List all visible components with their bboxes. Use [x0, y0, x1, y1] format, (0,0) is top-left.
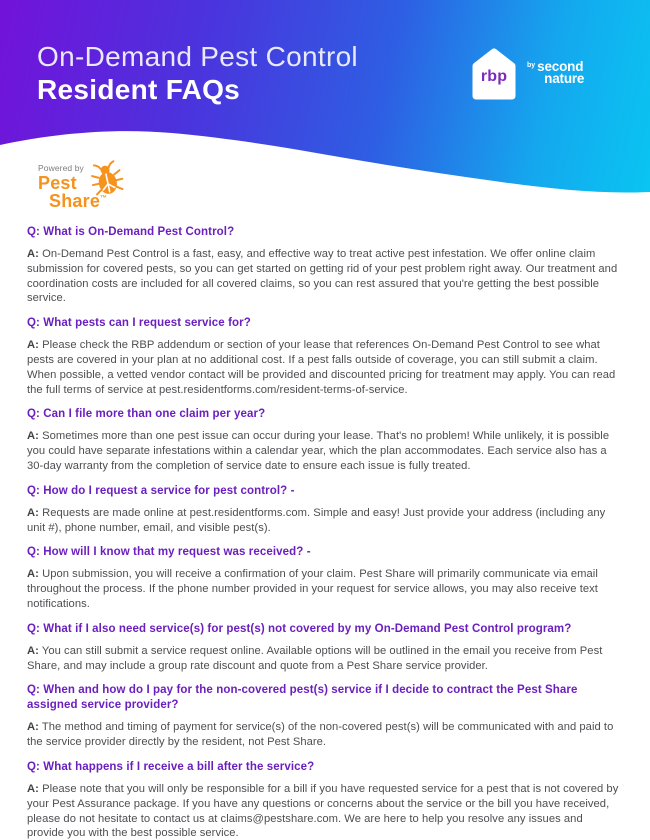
faq-question: Q: When and how do I pay for the non-covered pest(s) service if I decide to contract the Pest Share assigned service provider?: [27, 684, 578, 712]
faq-question: Q: What is On-Demand Pest Control?: [27, 226, 235, 238]
second-nature-line2: nature: [544, 70, 585, 86]
answer-text: The method and timing of payment for service(s) of the non-covered pest(s) will be communicated with and paid to the service provider directly by the resident, not Pest Share.: [27, 721, 614, 749]
header-titles: [37, 40, 358, 106]
by-label: by: [527, 62, 536, 69]
second-nature-line1: second: [537, 59, 584, 74]
faq-question: Q: How will I know that my request was received? -: [27, 546, 311, 559]
faq-item: [27, 484, 621, 536]
answer-label: A:: [27, 721, 39, 734]
faq-answer: [27, 506, 621, 536]
faq-answer: [27, 782, 621, 840]
answer-text: You can still submit a service request online. Available options will be outlined in the email you receive from Pest Share, and may include a group rate discount and quote from a Pest Share service provider.: [27, 644, 603, 672]
rbp-badge-label: rbp: [480, 68, 508, 85]
faq-question: Q: What pests can I request service for?: [27, 317, 251, 330]
trademark-symbol: ™: [100, 195, 108, 202]
faq-item: [27, 683, 621, 750]
page-title: On-Demand Pest Control: [37, 41, 358, 72]
answer-label: A:: [27, 782, 39, 795]
answer-text: Sometimes more than one pest issue can occur during your lease. That's no problem! While unlikely, it is possible you could have separate infestations within a calendar year, which the plan accommodates. Each service also has a 30-day warranty from the completion of service date to ensure each issue is fully treated.: [27, 430, 610, 472]
faq-question: Q: How do I request a service for pest control? -: [27, 484, 295, 497]
faq-item: [27, 545, 621, 611]
pest-share-word1: Pest: [38, 173, 77, 193]
rbp-second-nature-logo: [471, 47, 584, 103]
faq-answer: [27, 567, 621, 611]
answer-label: A:: [27, 430, 39, 443]
faq-question: Q: Can I file more than one claim per year?: [27, 408, 266, 421]
faq-answer: [27, 720, 621, 750]
faq-item: [27, 225, 621, 306]
pest-share-word2-text: Share: [49, 191, 101, 211]
answer-label: A:: [27, 644, 39, 657]
answer-label: A:: [27, 568, 39, 581]
answer-label: A:: [27, 506, 39, 519]
answer-label: A:: [27, 248, 39, 260]
faq-item: [27, 622, 621, 674]
answer-text: On-Demand Pest Control is a fast, easy, and effective way to treat active pest infestation. We offer online claim submission for covered pests, so you can get started on getting rid of your pest problem right away. Our treatment and coordination costs are included for all covered claims, so you can rest assured that you're getting the best possible service.: [27, 248, 618, 305]
second-nature-wordmark: [527, 61, 584, 84]
faq-answer: [27, 644, 621, 674]
pest-share-logo: [38, 163, 138, 209]
beetle-icon: [87, 158, 128, 200]
answer-text: Upon submission, you will receive a confirmation of your claim. Pest Share will primarily communicate via email throughout the process. If the phone number provided in your request for service allows, you may also receive text notifications.: [27, 568, 598, 610]
faq-item: [27, 407, 621, 473]
powered-by-label: Powered by: [38, 163, 84, 173]
faq-question: Q: What if I also need service(s) for pest(s) not covered by my On-Demand Pest Control program?: [27, 622, 572, 635]
faq-answer: [27, 247, 621, 306]
faq-answer: [27, 338, 621, 397]
faq-item: [27, 760, 621, 840]
second-nature-lines: [537, 61, 584, 84]
answer-text: Requests are made online at pest.residentforms.com. Simple and easy! Just provide your address (including any unit #), phone number, email, and visible pest(s).: [27, 506, 606, 534]
faq-list: [27, 225, 621, 840]
answer-label: A:: [27, 339, 39, 352]
answer-text: Please note that you will only be responsible for a bill if you have requested service for a pest that is not covered by your Pest Assurance package. If you have any questions or concerns about the service or the bill you have received, please do not hesitate to contact us at claims@pestshare.com. We are here to help you resolve any issues and provide you with the best possible service.: [27, 782, 619, 840]
faq-question: Q: What happens if I receive a bill after the service?: [27, 760, 315, 773]
answer-text: Please check the RBP addendum or section of your lease that references On-Demand Pest Control to see what pests are covered in your plan at no additional cost. If a pest falls outside of coverage, you can still submit a claim. When possible, a vetted vendor contact will be provided and discounted pricing for treatment may apply. You can read the full terms of service at pest.residentforms.com/resident-terms-of-service.: [27, 339, 616, 396]
rbp-badge: [471, 47, 517, 103]
faq-answer: [27, 429, 621, 473]
page-subtitle: Resident FAQs: [37, 74, 241, 105]
faq-item: [27, 316, 621, 397]
